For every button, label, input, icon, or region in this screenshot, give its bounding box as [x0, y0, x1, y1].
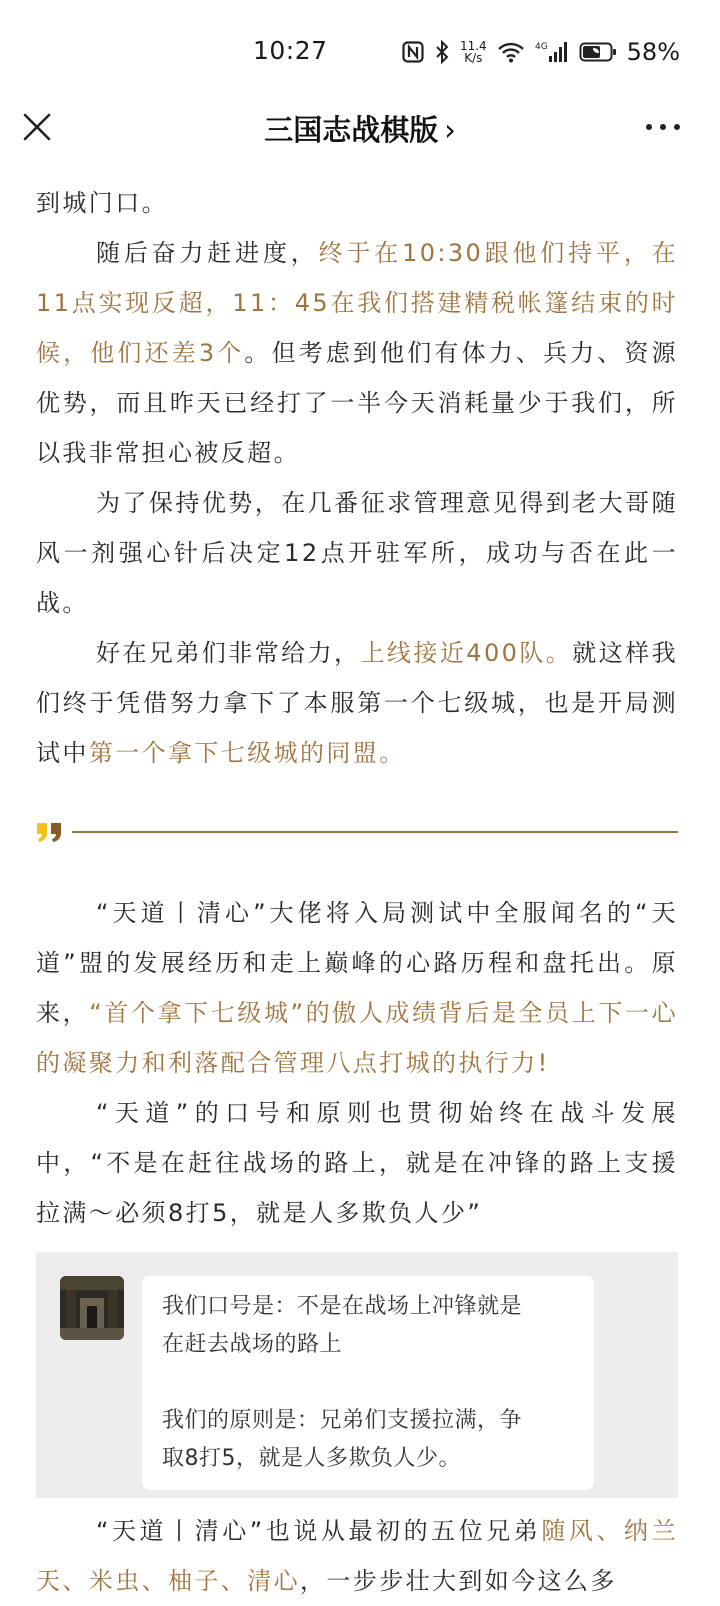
avatar	[60, 1276, 124, 1340]
battery-icon	[579, 41, 617, 63]
paragraph-3: 为了保持优势，在几番征求管理意见得到老大哥随风一剂强心针后决定12点开驻军所，成功与否在此一战。	[36, 489, 678, 617]
network-speed: 11.4 K/s	[459, 39, 487, 65]
paragraph-4: 好在兄弟们非常给力，上线接近400队。就这样我们终于凭借努力拿下了本服第一个七级城，也是开局测试中第一个拿下七级城的同盟。	[36, 639, 678, 767]
battery-percent: 58%	[626, 38, 680, 66]
page-title: 三国志战棋版	[264, 113, 439, 147]
article-body	[36, 170, 678, 1606]
paragraph-5: “天道丨清心”大佬将入局测试中全服闻名的“天道”盟的发展经历和走上巅峰的心路历程和盘托出。原来，“首个拿下七级城”的傲人成绩背后是全员上下一心的凝聚力和利落配合管理八点打城的执行力!	[36, 899, 678, 1077]
paragraph-2: 随后奋力赶进度，终于在10:30跟他们持平，在11点实现反超，11：45在我们搭建精税帐篷结束的时候，他们还差3个。但考虑到他们有体力、兵力、资源优势，而且昨天已经打了一半今天消耗量少于我们，所以我非常担心被反超。	[36, 239, 678, 467]
cellular-signal-icon	[535, 40, 569, 64]
status-bar	[0, 0, 720, 104]
status-time: 10:27	[253, 36, 328, 65]
chevron-right-icon: ›	[444, 113, 456, 147]
nfc-icon	[402, 41, 424, 63]
nav-bar	[0, 104, 720, 170]
highlight-text: “首个拿下七级城”的傲人成绩背后是全员上下一心的凝聚力和利落配合管理八点打城的执行力!	[36, 999, 678, 1077]
highlight-text: 第一个拿下七级城的同盟。	[88, 739, 406, 767]
bluetooth-icon	[434, 40, 450, 64]
highlight-text: 终于在10:30跟他们持平，在11点实现反超，11：45在我们搭建精税帐篷结束的时候，他们还差3个	[36, 239, 678, 367]
highlight-text: 随风、纳兰天、米虫、柚子、清心	[36, 1517, 679, 1595]
quote-mark-icon	[36, 820, 64, 844]
wifi-icon	[497, 41, 525, 63]
chat-line: 我们口号是：不是在战场上冲锋就是	[162, 1294, 523, 1319]
highlight-text: 上线接近400队。	[360, 639, 573, 667]
more-dot-icon	[646, 124, 652, 130]
more-dot-icon	[660, 124, 666, 130]
paragraph-1: 到城门口。	[36, 189, 168, 217]
paragraph-6: “天道”的口号和原则也贯彻始终在战斗发展中，“不是在赶往战场的路上，就是在冲锋的路上支援拉满～必须8打5，就是人多欺负人少”	[36, 1099, 678, 1227]
signal-label: 4G	[534, 42, 548, 52]
more-menu-button[interactable]	[646, 122, 680, 132]
account-title-link[interactable]	[0, 108, 720, 149]
status-icons	[402, 36, 680, 68]
chat-bubble	[142, 1276, 594, 1490]
chat-line: 在赶去战场的路上	[162, 1332, 343, 1357]
chat-line: 取8打5，就是人多欺负人少。	[162, 1446, 461, 1471]
more-dot-icon	[674, 124, 680, 130]
divider-line	[72, 831, 678, 833]
paragraph-7: “天道丨清心”也说从最初的五位兄弟随风、纳兰天、米虫、柚子、清心，一步步壮大到如今这么多	[36, 1517, 679, 1595]
quote-divider	[36, 808, 678, 862]
chat-line: 我们的原则是：兄弟们支援拉满，争	[162, 1408, 523, 1433]
chat-screenshot	[36, 1252, 678, 1498]
